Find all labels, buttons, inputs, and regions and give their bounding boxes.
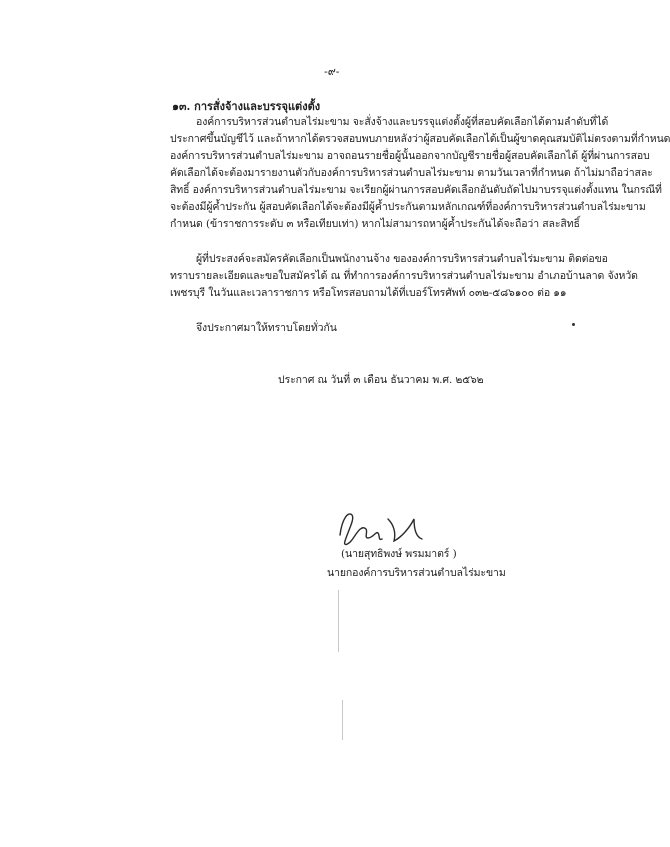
paragraph-line: องค์การบริหารส่วนตำบลไร่มะขาม จะสั่งจ้างและบรรจุแต่งตั้งผู้ที่สอบคัดเลือกได้ตามลำดับที่ได้ bbox=[196, 116, 609, 128]
scan-speck bbox=[572, 323, 575, 326]
paragraph-line: องค์การบริหารส่วนตำบลไร่มะขาม อาจถอนรายชื่อผู้นั้นออกจากบัญชีรายชื่อผู้สอบคัดเลือกได้ ผู้ที่ผ่านการสอบ bbox=[170, 150, 650, 162]
paragraph-line: คัดเลือกได้จะต้องมารายงานตัวกับองค์การบริหารส่วนตำบลไร่มะขาม ตามวันเวลาที่กำหนด ถ้าไม่มาถือว่าสละ bbox=[170, 167, 653, 179]
paragraph-line: สิทธิ์ องค์การบริหารส่วนตำบลไร่มะขาม จะเรียกผู้ผ่านการสอบคัดเลือกอันดับถัดไปมาบรรจุแต่งตั้งแทน ในกรณีที่ bbox=[170, 184, 662, 196]
paragraph-line: จะต้องมีผู้ค้ำประกัน ผู้สอบคัดเลือกได้จะต้องมีผู้ค้ำประกันตามหลักเกณฑ์ที่องค์การบริหารส่วนตำบลไร่มะขาม bbox=[170, 201, 646, 213]
scan-artifact-line bbox=[342, 700, 343, 740]
signer-name: (นายสุทธิพงษ์ พรมมาตร์ ) bbox=[341, 548, 457, 560]
date-line: ประกาศ ณ วันที่ ๓ เดือน ธันวาคม พ.ศ. ๒๕๖๒ bbox=[278, 374, 484, 386]
signer-title: นายกองค์การบริหารส่วนตำบลไร่มะขาม bbox=[327, 567, 506, 579]
scan-artifact-line bbox=[338, 590, 339, 652]
paragraph-line: ทราบรายละเอียดและขอใบสมัครได้ ณ ที่ทำการองค์การบริหารส่วนตำบลไร่มะขาม อำเภอบ้านลาด จังหวัด bbox=[170, 270, 638, 282]
section-heading: ๑๓. การสั่งจ้างและบรรจุแต่งตั้ง bbox=[172, 100, 321, 113]
announcement-line: จึงประกาศมาให้ทราบโดยทั่วกัน bbox=[196, 322, 337, 334]
paragraph-line: ผู้ที่ประสงค์จะสมัครคัดเลือกเป็นพนักงานจ้าง ขององค์การบริหารส่วนตำบลไร่มะขาม ติดต่อขอ bbox=[196, 253, 608, 265]
paragraph-line: เพชรบุรี ในวันและเวลาราชการ หรือโทรสอบถามได้ที่เบอร์โทรศัพท์ ๐๓๒-๕๘๖๑๐๐ ต่อ ๑๑ bbox=[170, 287, 567, 299]
page-number: -๙- bbox=[324, 65, 340, 78]
signature-mark bbox=[318, 505, 438, 553]
paragraph-line: ประกาศขึ้นบัญชีไว้ และถ้าหากได้ตรวจสอบพบภายหลังว่าผู้สอบคัดเลือกได้เป็นผู้ขาดคุณสมบัติไม่ตรงตามที่กำหนด bbox=[170, 133, 670, 145]
paragraph-line: กำหนด (ข้าราชการระดับ ๓ หรือเทียบเท่า) หากไม่สามารถหาผู้ค้ำประกันได้จะถือว่า สละสิทธิ์ bbox=[170, 218, 580, 230]
